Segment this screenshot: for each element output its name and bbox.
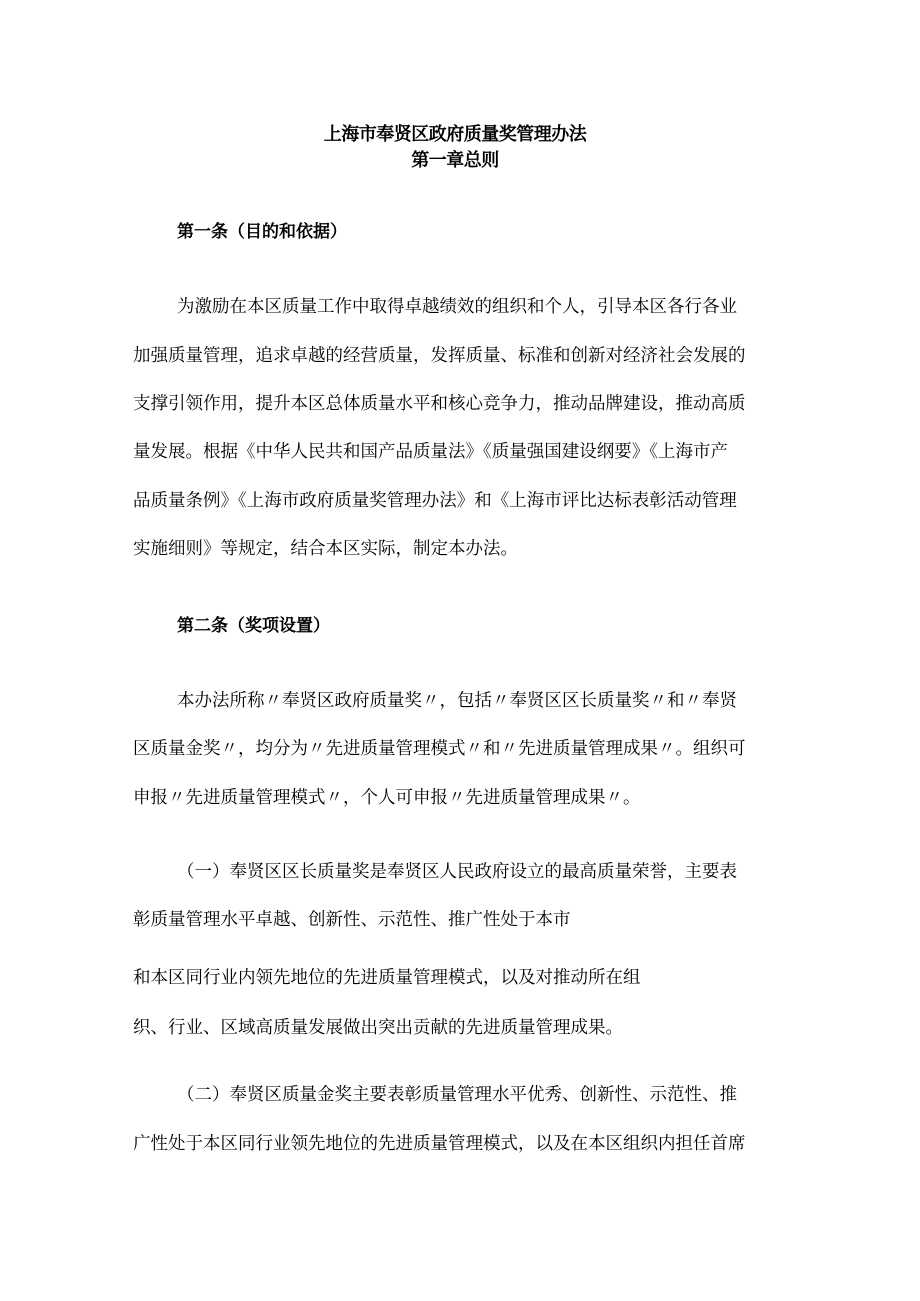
paragraph-line: （一）奉贤区区长质量奖是奉贤区人民政府设立的最高质量荣誉，主要表 xyxy=(177,862,737,882)
document-title: 上海市奉贤区政府质量奖管理办法 xyxy=(323,124,587,145)
article-1-heading: 第一条（目的和依据） xyxy=(177,222,347,242)
paragraph-line: 品质量条例》《上海市政府质量奖管理办法》和《上海市评比达标表彰活动管理 xyxy=(133,491,737,511)
paragraph-line: 本办法所称〃奉贤区政府质量奖〃，包括〃奉贤区区长质量奖〃和〃奉贤 xyxy=(177,691,737,711)
paragraph-line: 为激励在本区质量工作中取得卓越绩效的组织和个人，引导本区各行各业 xyxy=(177,297,737,317)
paragraph-line: （二）奉贤区质量金奖主要表彰质量管理水平优秀、创新性、示范性、推 xyxy=(177,1085,737,1105)
paragraph-line: 支撑引领作用，提升本区总体质量水平和核心竞争力，推动品牌建设，推动高质 xyxy=(133,394,746,414)
paragraph-line: 区质量金奖〃，均分为〃先进质量管理模式〃和〃先进质量管理成果〃。组织可 xyxy=(133,739,746,759)
article-2-heading: 第二条（奖项设置） xyxy=(177,616,330,636)
chapter-title: 第一章总则 xyxy=(411,150,499,171)
paragraph-line: 广性处于本区同行业领先地位的先进质量管理模式，以及在本区组织内担任首席 xyxy=(133,1134,746,1154)
paragraph-line: 量发展。根据《中华人民共和国产品质量法》《质量强国建设纲要》《上海市产 xyxy=(133,442,728,462)
paragraph-line: 彰质量管理水平卓越、创新性、示范性、推广性处于本市 xyxy=(133,910,571,930)
paragraph-line: 实施细则》等规定，结合本区实际，制定本办法。 xyxy=(133,539,518,559)
paragraph-line: 加强质量管理，追求卓越的经营质量，发挥质量、标准和创新对经济社会发展的 xyxy=(133,346,746,366)
paragraph-line: 申报〃先进质量管理模式〃，个人可申报〃先进质量管理成果〃。 xyxy=(133,788,641,808)
paragraph-line: 织、行业、区域高质量发展做出突出贡献的先进质量管理成果。 xyxy=(133,1018,623,1038)
paragraph-line: 和本区同行业内领先地位的先进质量管理模式，以及对推动所在组 xyxy=(133,968,641,988)
